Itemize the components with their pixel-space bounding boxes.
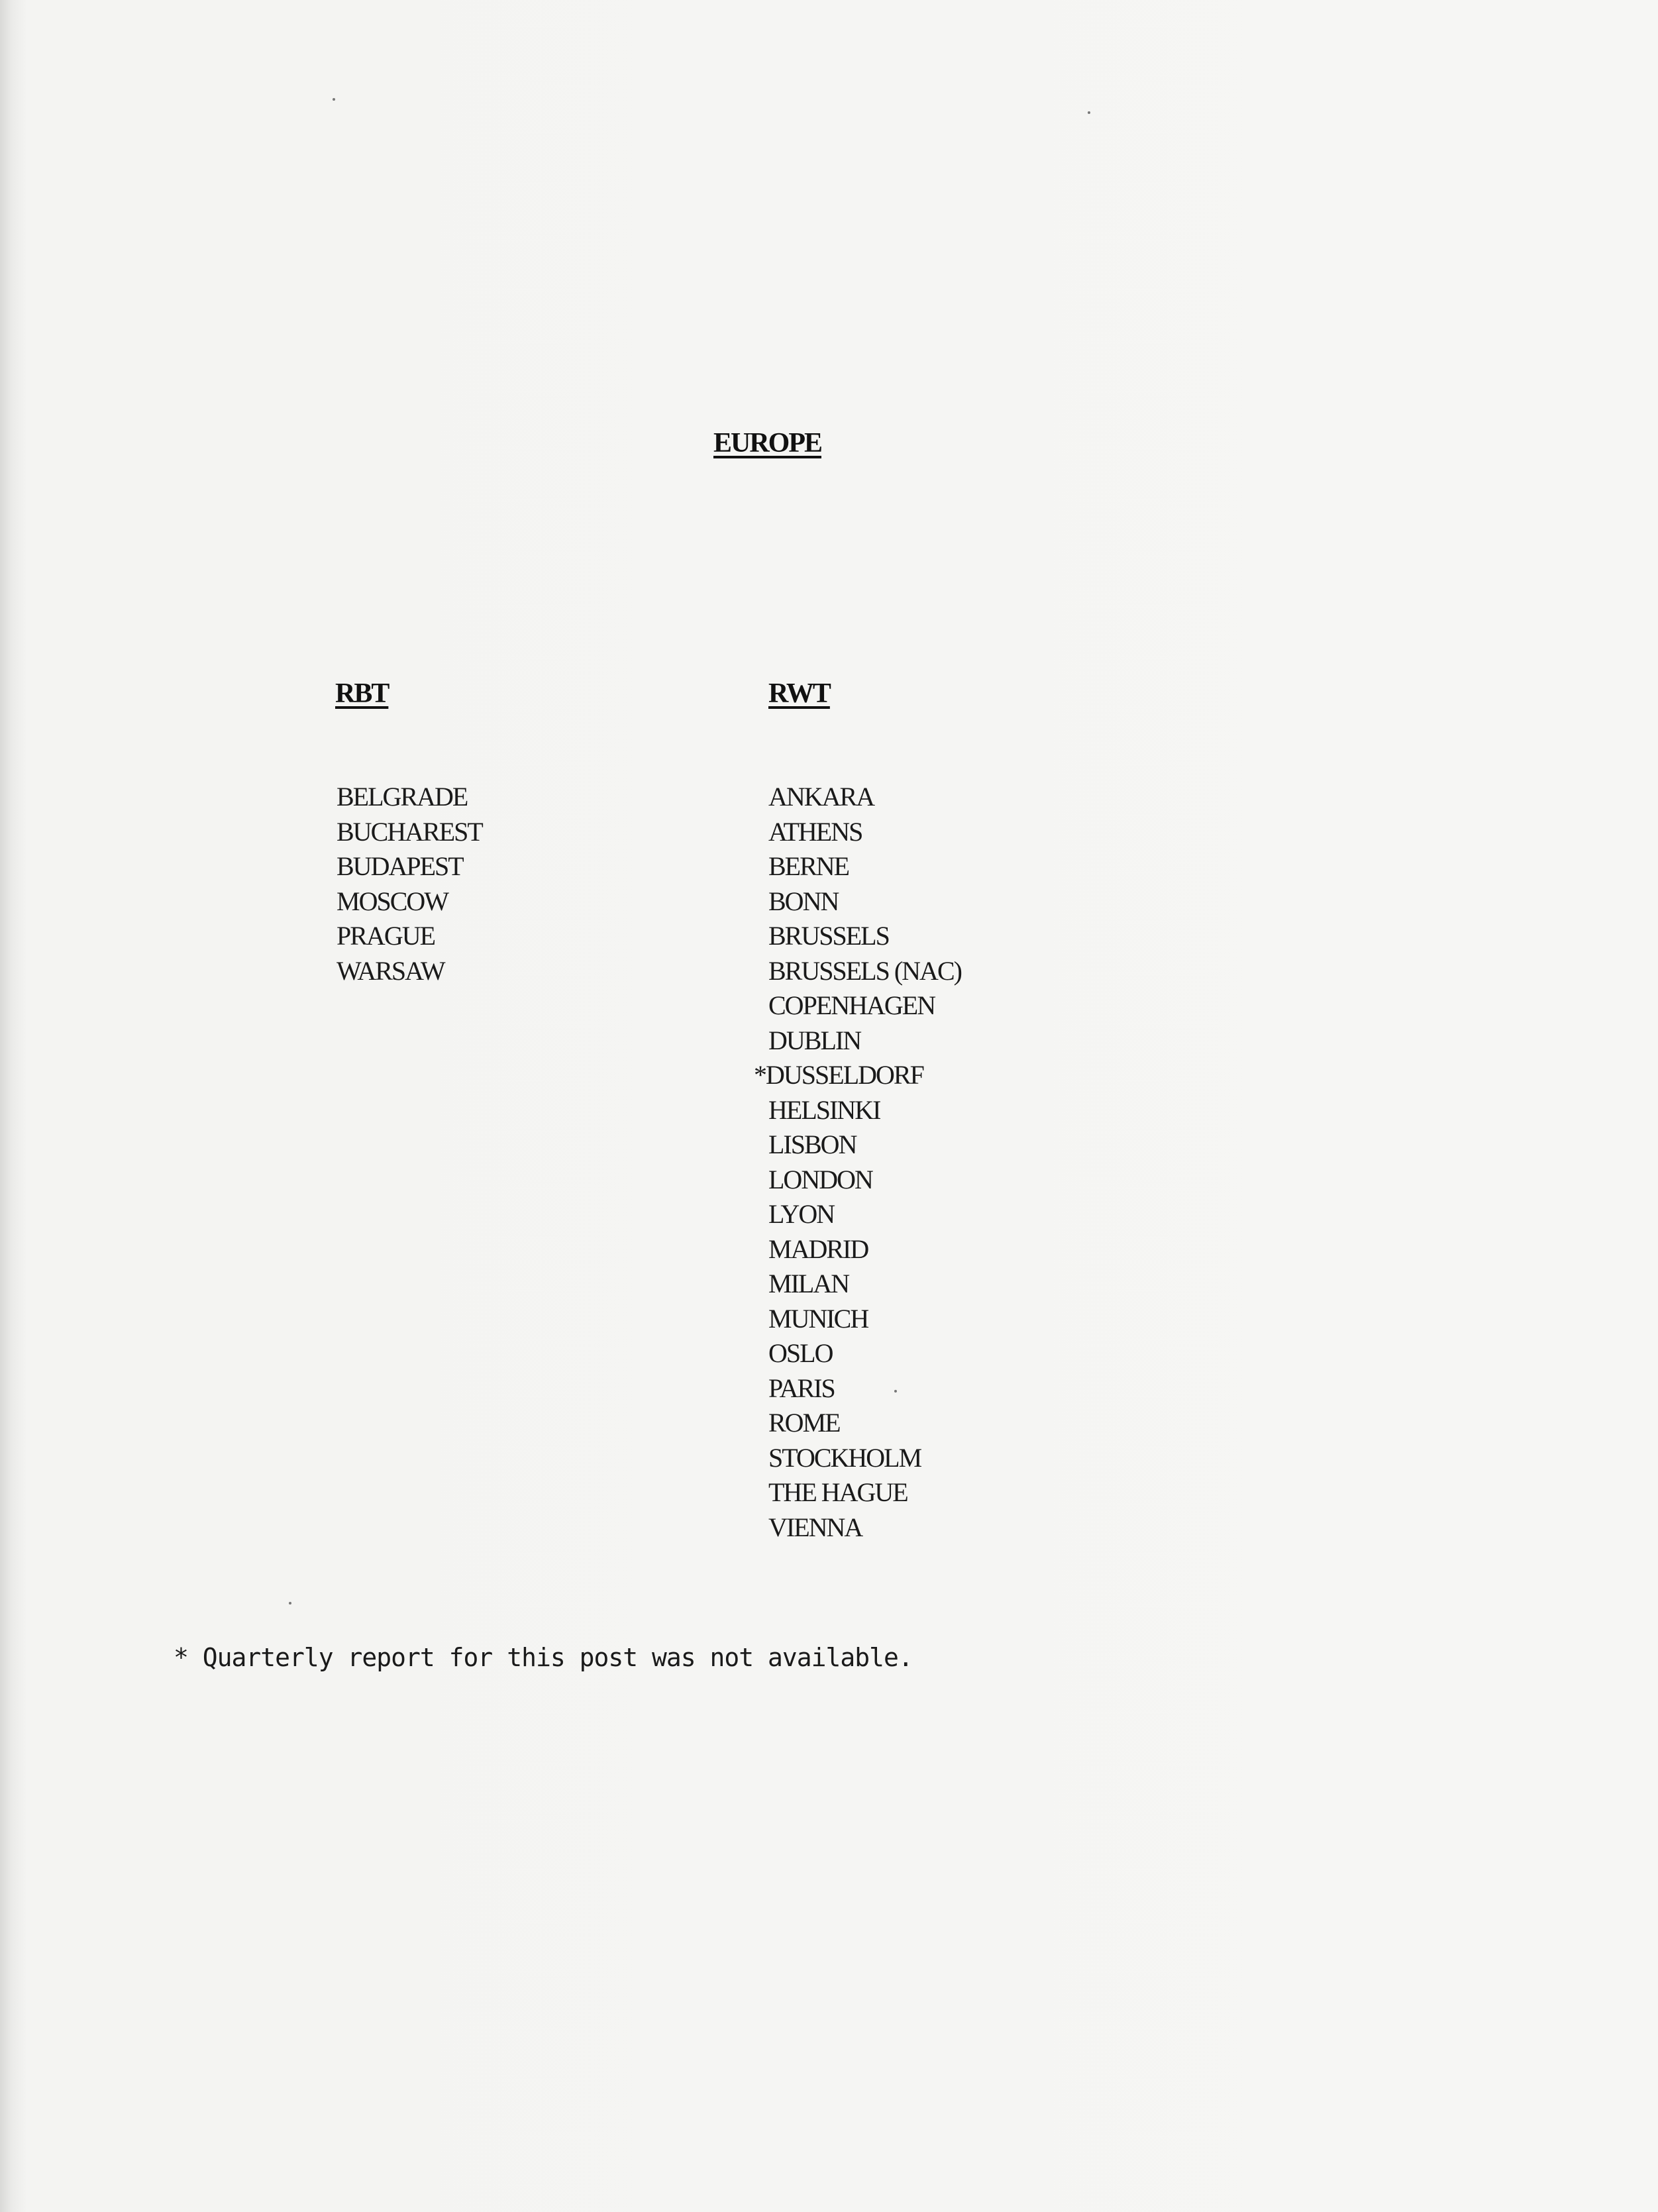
list-item: STOCKHOLM (768, 1442, 921, 1473)
list-item: THE HAGUE (768, 1477, 907, 1507)
list-item: ANKARA (768, 782, 874, 812)
list-item: *DUSSELDORF (754, 1060, 923, 1090)
list-item: MILAN (768, 1269, 849, 1298)
list-item: MADRID (768, 1234, 868, 1264)
list-item: BELGRADE (337, 782, 468, 812)
list-item: ROME (768, 1408, 840, 1438)
paper-speck (894, 1390, 897, 1393)
rbt-heading: RBT (335, 678, 389, 709)
list-item: MOSCOW (337, 886, 448, 916)
rbt-post-list (337, 780, 482, 988)
region-heading: EUROPE (713, 428, 822, 458)
rwt-post-list (754, 780, 961, 1545)
rwt-heading: RWT (768, 678, 830, 709)
list-item: LISBON (768, 1130, 856, 1159)
list-item: BUCHAREST (337, 816, 482, 847)
list-item: OSLO (768, 1338, 833, 1368)
list-item: BRUSSELS (NAC) (768, 955, 961, 986)
list-item: WARSAW (337, 955, 444, 986)
paper-speck (1088, 111, 1090, 114)
list-item: LYON (768, 1199, 835, 1229)
list-item: PRAGUE (337, 921, 435, 951)
list-item: LONDON (768, 1164, 872, 1194)
list-item: ATHENS (768, 816, 862, 847)
list-item: BRUSSELS (768, 921, 889, 951)
list-item: BUDAPEST (337, 851, 463, 881)
paper-speck (333, 98, 335, 101)
list-item: HELSINKI (768, 1094, 880, 1125)
list-item: BERNE (768, 851, 849, 881)
list-item: BONN (768, 886, 839, 916)
footnote: * Quarterly report for this post was not available. (174, 1643, 913, 1672)
paper-speck (289, 1602, 291, 1605)
list-item: COPENHAGEN (768, 990, 935, 1020)
list-item: VIENNA (768, 1512, 862, 1542)
list-item: PARIS (768, 1373, 835, 1403)
list-item: MUNICH (768, 1303, 868, 1334)
list-item: DUBLIN (768, 1025, 861, 1055)
